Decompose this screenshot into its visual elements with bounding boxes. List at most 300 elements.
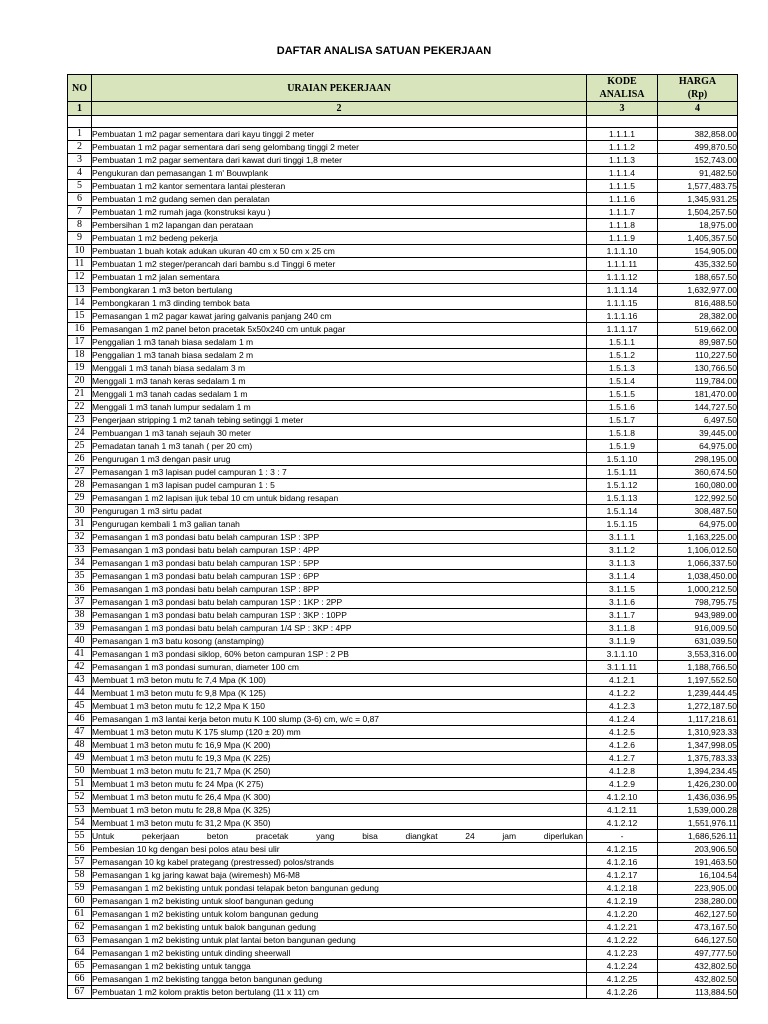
row-code: 1.5.1.13 — [587, 492, 658, 505]
row-price: 28,382.00 — [658, 310, 738, 323]
row-number: 5 — [68, 180, 92, 193]
row-number: 27 — [68, 466, 92, 479]
row-number: 59 — [68, 882, 92, 895]
row-price: 646,127.50 — [658, 934, 738, 947]
table-row — [68, 310, 738, 323]
table-row — [68, 687, 738, 700]
row-number: 64 — [68, 947, 92, 960]
row-price: 308,487.50 — [658, 505, 738, 518]
table-row — [68, 362, 738, 375]
row-price: 89,987.50 — [658, 336, 738, 349]
row-price: 298,195.00 — [658, 453, 738, 466]
row-description: Pemasangan 1 m3 lapisan pudel campuran 1 : 3 : 7 — [92, 466, 587, 479]
row-price: 160,080.00 — [658, 479, 738, 492]
row-description: Pembuangan 1 m3 tanah sejauh 30 meter — [92, 427, 587, 440]
row-price: 1,375,783.33 — [658, 752, 738, 765]
row-code: 4.1.2.26 — [587, 986, 658, 999]
row-description: Menggali 1 m3 tanah cadas sedalam 1 m — [92, 388, 587, 401]
table-row — [68, 713, 738, 726]
row-number: 29 — [68, 492, 92, 505]
row-description: Membuat 1 m3 beton mutu fc 24 Mpa (K 275) — [92, 778, 587, 791]
row-price: 119,784.00 — [658, 375, 738, 388]
row-number: 39 — [68, 622, 92, 635]
row-code: 1.5.1.7 — [587, 414, 658, 427]
row-code: 3.1.1.3 — [587, 557, 658, 570]
row-price: 1,551,976.11 — [658, 817, 738, 830]
row-description: Pembongkaran 1 m3 beton bertulang — [92, 284, 587, 297]
table-row — [68, 739, 738, 752]
row-number: 32 — [68, 531, 92, 544]
row-description: Pemasangan 1 m2 bekisting untuk tangga — [92, 960, 587, 973]
row-price: 18,975.00 — [658, 219, 738, 232]
row-price: 188,657.50 — [658, 271, 738, 284]
row-code: 4.1.2.15 — [587, 843, 658, 856]
row-number: 40 — [68, 635, 92, 648]
row-description: Pemasangan 1 m3 lantai kerja beton mutu K 100 slump (3-6) cm, w/c = 0,87 — [92, 713, 587, 726]
row-number: 61 — [68, 908, 92, 921]
row-description: Pemasangan 1 m2 lapisan ijuk tebal 10 cm untuk bidang resapan — [92, 492, 587, 505]
row-code: 4.1.2.21 — [587, 921, 658, 934]
table-row — [68, 791, 738, 804]
header-row — [68, 75, 738, 102]
table-row — [68, 544, 738, 557]
row-number: 35 — [68, 570, 92, 583]
row-price: 435,332.50 — [658, 258, 738, 271]
table-row — [68, 492, 738, 505]
row-description: Membuat 1 m3 beton mutu fc 9,8 Mpa (K 125) — [92, 687, 587, 700]
table-row — [68, 297, 738, 310]
row-description: Pembuatan 1 m2 pagar sementara dari seng gelombang tinggi 2 meter — [92, 141, 587, 154]
row-code: 1.5.1.8 — [587, 427, 658, 440]
row-number: 37 — [68, 596, 92, 609]
row-code: 1.5.1.4 — [587, 375, 658, 388]
row-code: 1.5.1.14 — [587, 505, 658, 518]
row-description: Membuat 1 m3 beton mutu fc 16,9 Mpa (K 200) — [92, 739, 587, 752]
table-row — [68, 986, 738, 999]
table-row — [68, 531, 738, 544]
row-number: 12 — [68, 271, 92, 284]
row-number: 22 — [68, 401, 92, 414]
document-title: DAFTAR ANALISA SATUAN PEKERJAAN — [276, 45, 492, 57]
row-price: 1,426,230.00 — [658, 778, 738, 791]
row-description: Pembuatan 1 m2 pagar sementara dari kayu tinggi 2 meter — [92, 128, 587, 141]
table-row — [68, 557, 738, 570]
table-row — [68, 635, 738, 648]
row-description: Pemasangan 1 m3 lapisan pudel campuran 1 : 5 — [92, 479, 587, 492]
table-row — [68, 232, 738, 245]
row-price: 1,405,357.50 — [658, 232, 738, 245]
row-description: Pembuatan 1 buah kotak adukan ukuran 40 cm x 50 cm x 25 cm — [92, 245, 587, 258]
row-code: 3.1.1.6 — [587, 596, 658, 609]
row-code: 1.1.1.5 — [587, 180, 658, 193]
row-description: Membuat 1 m3 beton mutu fc 28,8 Mpa (K 325) — [92, 804, 587, 817]
table-row — [68, 388, 738, 401]
row-number: 46 — [68, 713, 92, 726]
row-price: 152,743.00 — [658, 154, 738, 167]
row-description: Pemasangan 10 kg kabel prategang (prestressed) polos/strands — [92, 856, 587, 869]
row-price: 154,905.00 — [658, 245, 738, 258]
spacer-cell — [587, 116, 658, 128]
row-price: 360,674.50 — [658, 466, 738, 479]
table-row — [68, 336, 738, 349]
row-price: 1,106,012.50 — [658, 544, 738, 557]
row-code: - — [587, 830, 658, 843]
row-description: Pemadatan tanah 1 m3 tanah ( per 20 cm) — [92, 440, 587, 453]
row-price: 1,000,212.50 — [658, 583, 738, 596]
table-row — [68, 349, 738, 362]
spacer-row — [68, 116, 738, 128]
column-number-row — [68, 102, 738, 116]
header-kode-line1: KODE — [607, 76, 637, 87]
header-harga-line2: (Rp) — [687, 89, 708, 100]
table-row — [68, 843, 738, 856]
row-number: 10 — [68, 245, 92, 258]
table-row — [68, 271, 738, 284]
row-description: Pengerjaan stripping 1 m2 tanah tebing setinggi 1 meter — [92, 414, 587, 427]
row-description: Pemasangan 1 m3 pondasi batu belah campuran 1/4 SP : 3KP : 4PP — [92, 622, 587, 635]
row-price: 497,777.50 — [658, 947, 738, 960]
row-code: 4.1.2.20 — [587, 908, 658, 921]
row-number: 9 — [68, 232, 92, 245]
row-description: Pemasangan 1 m3 pondasi batu belah campuran 1SP : 8PP — [92, 583, 587, 596]
row-description: Pemasangan 1 m2 panel beton pracetak 5x50x240 cm untuk pagar — [92, 323, 587, 336]
row-number: 6 — [68, 193, 92, 206]
row-description: Pemasangan 1 m2 bekisting untuk plat lantai beton bangunan gedung — [92, 934, 587, 947]
row-code: 1.1.1.2 — [587, 141, 658, 154]
table-row — [68, 700, 738, 713]
row-number: 2 — [68, 141, 92, 154]
row-number: 51 — [68, 778, 92, 791]
row-number: 24 — [68, 427, 92, 440]
row-number: 38 — [68, 609, 92, 622]
spacer-cell — [92, 116, 587, 128]
row-price: 1,188,766.50 — [658, 661, 738, 674]
row-code: 1.5.1.12 — [587, 479, 658, 492]
row-description: Pemasangan 1 m3 pondasi sumuran, diameter 100 cm — [92, 661, 587, 674]
row-description: Pemasangan 1 m3 pondasi batu belah campuran 1SP : 6PP — [92, 570, 587, 583]
table-row — [68, 180, 738, 193]
row-code: 4.1.2.10 — [587, 791, 658, 804]
row-code: 4.1.2.9 — [587, 778, 658, 791]
row-price: 631,039.50 — [658, 635, 738, 648]
row-number: 17 — [68, 336, 92, 349]
row-code: 4.1.2.16 — [587, 856, 658, 869]
row-number: 20 — [68, 375, 92, 388]
row-price: 3,553,316.00 — [658, 648, 738, 661]
row-code: 4.1.2.1 — [587, 674, 658, 687]
row-code: 1.1.1.16 — [587, 310, 658, 323]
row-number: 48 — [68, 739, 92, 752]
table-row — [68, 921, 738, 934]
row-number: 18 — [68, 349, 92, 362]
row-price: 432,802.50 — [658, 973, 738, 986]
row-number: 45 — [68, 700, 92, 713]
column-number-4: 4 — [658, 102, 738, 116]
column-number-3: 3 — [587, 102, 658, 116]
row-price: 1,504,257.50 — [658, 206, 738, 219]
table-row — [68, 869, 738, 882]
table-row — [68, 648, 738, 661]
row-code: 1.1.1.4 — [587, 167, 658, 180]
table-row — [68, 128, 738, 141]
row-description: Pembuatan 1 m2 gudang semen dan peralatan — [92, 193, 587, 206]
row-number: 57 — [68, 856, 92, 869]
row-code: 4.1.2.25 — [587, 973, 658, 986]
row-code: 4.1.2.6 — [587, 739, 658, 752]
row-description: Membuat 1 m3 beton mutu fc 7,4 Mpa (K 100) — [92, 674, 587, 687]
row-code: 1.5.1.9 — [587, 440, 658, 453]
column-number-2: 2 — [92, 102, 587, 116]
row-code: 4.1.2.12 — [587, 817, 658, 830]
row-code: 3.1.1.4 — [587, 570, 658, 583]
row-number: 43 — [68, 674, 92, 687]
row-price: 223,905.00 — [658, 882, 738, 895]
row-code: 1.5.1.15 — [587, 518, 658, 531]
row-number: 42 — [68, 661, 92, 674]
row-price: 1,163,225.00 — [658, 531, 738, 544]
row-code: 1.1.1.12 — [587, 271, 658, 284]
table-row — [68, 193, 738, 206]
row-number: 50 — [68, 765, 92, 778]
row-number: 67 — [68, 986, 92, 999]
table-row — [68, 778, 738, 791]
row-code: 1.5.1.10 — [587, 453, 658, 466]
table-row — [68, 570, 738, 583]
row-price: 432,802.50 — [658, 960, 738, 973]
row-price: 916,009.50 — [658, 622, 738, 635]
row-description: Pengurugan 1 m3 sirtu padat — [92, 505, 587, 518]
table-row — [68, 583, 738, 596]
table-row — [68, 752, 738, 765]
row-code: 1.1.1.10 — [587, 245, 658, 258]
row-code: 3.1.1.11 — [587, 661, 658, 674]
header-harga-line1: HARGA — [678, 76, 717, 87]
row-description: Pemasangan 1 m2 bekisting untuk sloof bangunan gedung — [92, 895, 587, 908]
row-number: 65 — [68, 960, 92, 973]
row-code: 3.1.1.10 — [587, 648, 658, 661]
row-number: 28 — [68, 479, 92, 492]
row-description: Pembuatan 1 m2 pagar sementara dari kawat duri tinggi 1,8 meter — [92, 154, 587, 167]
row-code: 1.1.1.1 — [587, 128, 658, 141]
row-code: 4.1.2.17 — [587, 869, 658, 882]
row-description: Penggalian 1 m3 tanah biasa sedalam 1 m — [92, 336, 587, 349]
row-code: 3.1.1.8 — [587, 622, 658, 635]
table-row — [68, 206, 738, 219]
row-description: Pemasangan 1 m3 pondasi siklop, 60% beton campuran 1SP : 2 PB — [92, 648, 587, 661]
row-price: 499,870.50 — [658, 141, 738, 154]
row-code: 4.1.2.18 — [587, 882, 658, 895]
row-description: Membuat 1 m3 beton mutu fc 31,2 Mpa (K 350) — [92, 817, 587, 830]
row-price: 238,280.00 — [658, 895, 738, 908]
table-row — [68, 960, 738, 973]
row-description: Membuat 1 m3 beton mutu fc 26,4 Mpa (K 300) — [92, 791, 587, 804]
row-description: Menggali 1 m3 tanah lumpur sedalam 1 m — [92, 401, 587, 414]
table-row — [68, 518, 738, 531]
header-kode — [587, 75, 658, 102]
row-description: Pemasangan 1 m2 bekisting tangga beton bangunan gedung — [92, 973, 587, 986]
row-description: Pengurugan kembali 1 m3 galian tanah — [92, 518, 587, 531]
row-code: 4.1.2.7 — [587, 752, 658, 765]
row-code: 4.1.2.23 — [587, 947, 658, 960]
row-number: 62 — [68, 921, 92, 934]
row-description: Pemasangan 1 m3 pondasi batu belah campuran 1SP : 4PP — [92, 544, 587, 557]
row-code: 1.1.1.14 — [587, 284, 658, 297]
row-number: 36 — [68, 583, 92, 596]
row-code: 1.5.1.6 — [587, 401, 658, 414]
table-row — [68, 167, 738, 180]
row-code: 3.1.1.1 — [587, 531, 658, 544]
row-number: 31 — [68, 518, 92, 531]
row-price: 1,117,218.61 — [658, 713, 738, 726]
row-code: 1.1.1.7 — [587, 206, 658, 219]
row-price: 519,662.00 — [658, 323, 738, 336]
row-price: 64,975.00 — [658, 518, 738, 531]
row-number: 44 — [68, 687, 92, 700]
row-number: 30 — [68, 505, 92, 518]
row-code: 4.1.2.19 — [587, 895, 658, 908]
row-number: 21 — [68, 388, 92, 401]
row-price: 1,066,337.50 — [658, 557, 738, 570]
header-no: NO — [68, 75, 92, 102]
table-row — [68, 479, 738, 492]
row-price: 1,038,450.00 — [658, 570, 738, 583]
row-number: 25 — [68, 440, 92, 453]
row-price: 798,795.75 — [658, 596, 738, 609]
row-price: 110,227.50 — [658, 349, 738, 362]
row-code: 4.1.2.4 — [587, 713, 658, 726]
row-description: Pemasangan 1 m3 pondasi batu belah campuran 1SP : 5PP — [92, 557, 587, 570]
row-price: 91,482.50 — [658, 167, 738, 180]
row-description: Pemasangan 1 m3 pondasi batu belah campuran 1SP : 3PP — [92, 531, 587, 544]
row-description: Pengukuran dan pemasangan 1 m' Bouwplank — [92, 167, 587, 180]
row-description: Membuat 1 m3 beton mutu K 175 slump (120 ± 20) mm — [92, 726, 587, 739]
row-number: 60 — [68, 895, 92, 908]
row-number: 33 — [68, 544, 92, 557]
table-row — [68, 258, 738, 271]
row-description: Penggalian 1 m3 tanah biasa sedalam 2 m — [92, 349, 587, 362]
row-code: 1.1.1.6 — [587, 193, 658, 206]
table-row — [68, 154, 738, 167]
row-number: 26 — [68, 453, 92, 466]
row-code: 4.1.2.24 — [587, 960, 658, 973]
row-price: 1,686,526.11 — [658, 830, 738, 843]
row-price: 144,727.50 — [658, 401, 738, 414]
row-number: 47 — [68, 726, 92, 739]
table-row — [68, 726, 738, 739]
table-row — [68, 830, 738, 843]
row-code: 1.1.1.9 — [587, 232, 658, 245]
row-code: 3.1.1.5 — [587, 583, 658, 596]
row-code: 4.1.2.2 — [587, 687, 658, 700]
row-number: 15 — [68, 310, 92, 323]
row-price: 122,992.50 — [658, 492, 738, 505]
row-price: 1,632,977.00 — [658, 284, 738, 297]
row-code: 4.1.2.8 — [587, 765, 658, 778]
table-row — [68, 219, 738, 232]
row-description: Pembuatan 1 m2 steger/perancah dari bambu s.d Tinggi 6 meter — [92, 258, 587, 271]
row-description: Pemasangan 1 m3 batu kosong (anstamping) — [92, 635, 587, 648]
row-price: 1,539,000.28 — [658, 804, 738, 817]
row-number: 3 — [68, 154, 92, 167]
row-price: 1,436,036.95 — [658, 791, 738, 804]
row-description: Pembuatan 1 m2 kolom praktis beton bertulang (11 x 11) cm — [92, 986, 587, 999]
row-price: 39,445.00 — [658, 427, 738, 440]
table-row — [68, 440, 738, 453]
row-code: 1.5.1.1 — [587, 336, 658, 349]
row-number: 52 — [68, 791, 92, 804]
row-number: 66 — [68, 973, 92, 986]
row-code: 1.5.1.11 — [587, 466, 658, 479]
table-row — [68, 596, 738, 609]
row-price: 6,497.50 — [658, 414, 738, 427]
row-code: 1.5.1.2 — [587, 349, 658, 362]
row-price: 1,394,234.45 — [658, 765, 738, 778]
table-row — [68, 323, 738, 336]
row-description: Pembongkaran 1 m3 dinding tembok bata — [92, 297, 587, 310]
row-code: 1.5.1.5 — [587, 388, 658, 401]
table-row — [68, 882, 738, 895]
row-code: 1.1.1.15 — [587, 297, 658, 310]
table-row — [68, 505, 738, 518]
table-row — [68, 973, 738, 986]
row-number: 41 — [68, 648, 92, 661]
table-row — [68, 908, 738, 921]
header-uraian: URAIAN PEKERJAAN — [92, 75, 587, 102]
row-code: 4.1.2.3 — [587, 700, 658, 713]
header-harga — [658, 75, 738, 102]
table-row — [68, 427, 738, 440]
row-code: 1.1.1.17 — [587, 323, 658, 336]
table-row — [68, 674, 738, 687]
row-code: 3.1.1.9 — [587, 635, 658, 648]
table-row — [68, 895, 738, 908]
column-number-1: 1 — [68, 102, 92, 116]
row-number: 13 — [68, 284, 92, 297]
table-row — [68, 414, 738, 427]
row-description: Pembuatan 1 m2 rumah jaga (konstruksi kayu ) — [92, 206, 587, 219]
row-price: 1,347,998.05 — [658, 739, 738, 752]
row-description: Menggali 1 m3 tanah keras sedalam 1 m — [92, 375, 587, 388]
row-code: 3.1.1.7 — [587, 609, 658, 622]
row-price: 16,104.54 — [658, 869, 738, 882]
row-price: 181,470.00 — [658, 388, 738, 401]
row-price: 130,766.50 — [658, 362, 738, 375]
row-price: 203,906.50 — [658, 843, 738, 856]
row-price: 943,989.00 — [658, 609, 738, 622]
row-price: 1,345,931.25 — [658, 193, 738, 206]
row-price: 64,975.00 — [658, 440, 738, 453]
row-description: Pembuatan 1 m2 bedeng pekerja — [92, 232, 587, 245]
row-description: Untuk pekerjaan beton pracetak yang bisa diangkat 24 jam diperlukan — [92, 830, 587, 843]
header-kode-line2: ANALISA — [599, 89, 645, 100]
table-row — [68, 817, 738, 830]
row-number: 7 — [68, 206, 92, 219]
row-number: 56 — [68, 843, 92, 856]
row-number: 16 — [68, 323, 92, 336]
row-number: 8 — [68, 219, 92, 232]
row-code: 1.1.1.11 — [587, 258, 658, 271]
row-description: Membuat 1 m3 beton mutu fc 21,7 Mpa (K 250) — [92, 765, 587, 778]
row-price: 816,488.50 — [658, 297, 738, 310]
row-description: Pemasangan 1 m3 pondasi batu belah campuran 1SP : 3KP : 10PP — [92, 609, 587, 622]
row-description: Pembesian 10 kg dengan besi polos atau besi ulir — [92, 843, 587, 856]
analysis-table — [67, 74, 738, 999]
row-number: 1 — [68, 128, 92, 141]
row-price: 191,463.50 — [658, 856, 738, 869]
row-number: 63 — [68, 934, 92, 947]
table-row — [68, 947, 738, 960]
row-description: Membuat 1 m3 beton mutu fc 19,3 Mpa (K 225) — [92, 752, 587, 765]
